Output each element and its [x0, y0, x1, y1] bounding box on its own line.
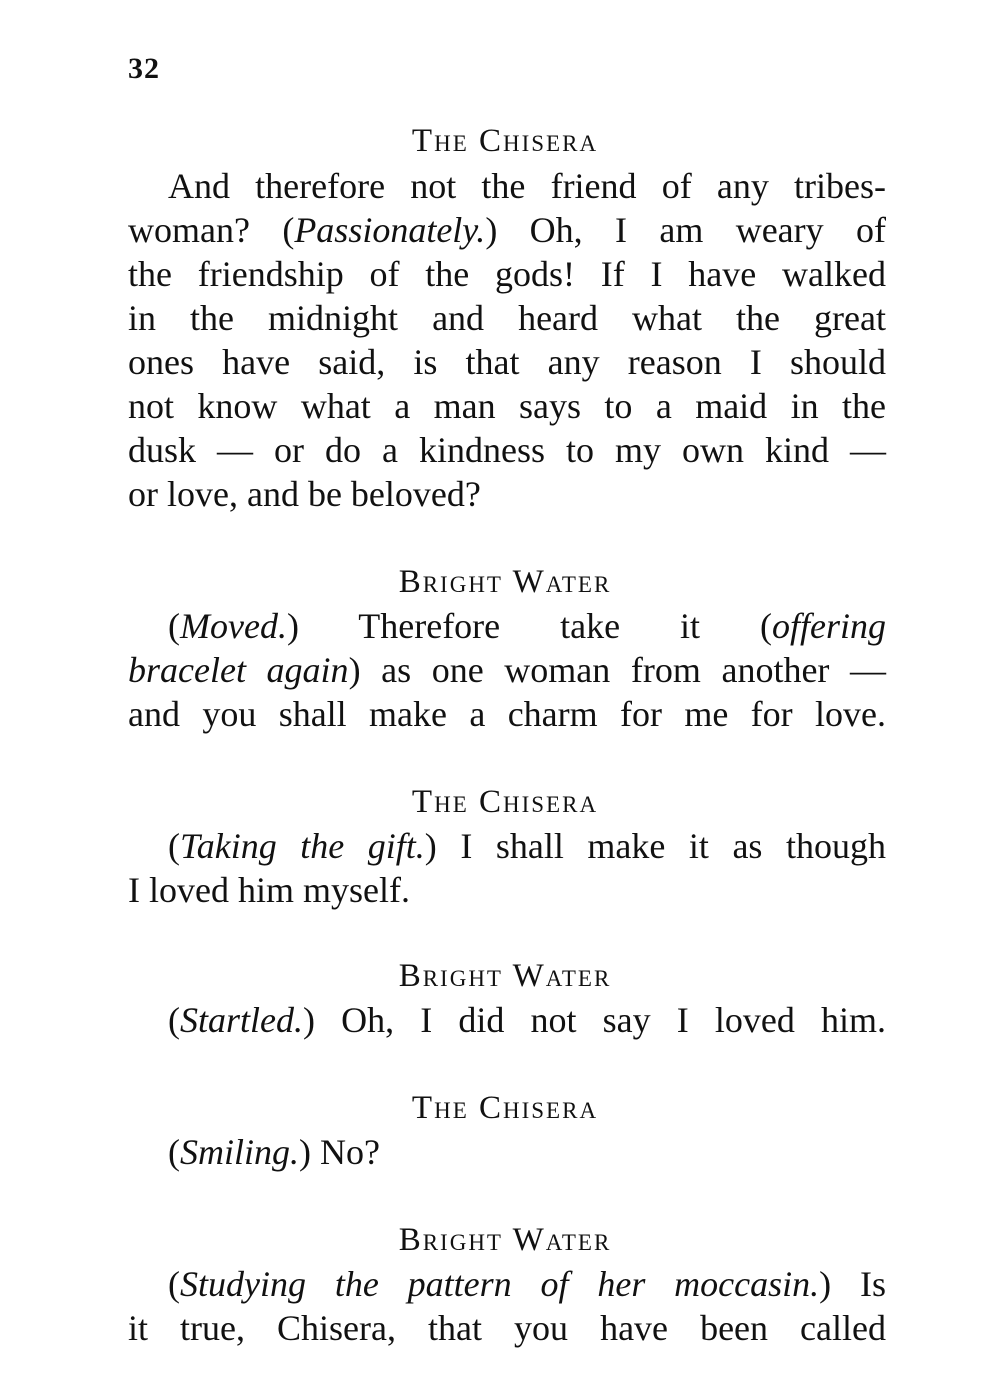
dialogue-line: [128, 384, 886, 428]
dialogue-line: [128, 340, 886, 384]
dialogue-line: [128, 648, 886, 692]
line-text: woman? (: [128, 210, 295, 250]
line-text: in the midnight and heard what the great: [128, 298, 886, 338]
dialogue-line: [128, 428, 886, 472]
line-text: it true, Chisera, that you have been called: [128, 1308, 886, 1348]
line-text: ) as one woman from another —: [348, 650, 887, 690]
speaker-name: The Chisera: [411, 784, 599, 820]
line-text: ) Therefore take it (: [286, 606, 772, 646]
line-text: (: [168, 1132, 180, 1172]
stage-direction: bracelet again: [128, 650, 349, 690]
line-text: (: [168, 1264, 180, 1304]
speaker-name: The Chisera: [411, 1090, 599, 1126]
stage-direction: offering: [772, 606, 886, 646]
dialogue-line: [168, 998, 886, 1042]
page-number: 32: [128, 52, 160, 85]
line-text: ones have said, is that any reason I should: [128, 342, 886, 382]
dialogue-line: [128, 1306, 886, 1350]
dialogue-line: [168, 604, 886, 648]
dialogue-line: [168, 1262, 886, 1306]
speaker-name: Bright Water: [398, 958, 612, 994]
line-text: ) I shall make it as though: [424, 826, 886, 866]
line-text: ) Oh, I did not say I loved him.: [303, 1000, 886, 1040]
stage-direction: Startled.: [180, 1000, 303, 1040]
dialogue-line: [168, 824, 886, 868]
line-text: And therefore not the friend of any tribes-: [168, 166, 886, 206]
line-text: ) Is: [819, 1264, 886, 1304]
stage-direction: Smiling.: [180, 1132, 300, 1172]
line-text: (: [168, 606, 180, 646]
speaker-name: Bright Water: [398, 1222, 612, 1258]
stage-direction: Studying the pattern of her moccasin.: [180, 1264, 820, 1304]
line-text: (: [168, 1000, 180, 1040]
line-text: ) No?: [299, 1132, 380, 1172]
dialogue-line: [128, 692, 886, 736]
stage-direction: Taking the gift.: [180, 826, 425, 866]
line-text: the friendship of the gods! If I have walked: [128, 254, 886, 294]
line-text: ) Oh, I am weary of: [485, 210, 886, 250]
line-text: I loved him myself.: [128, 870, 410, 910]
dialogue-line: [128, 208, 886, 252]
line-text: dusk — or do a kindness to my own kind —: [128, 430, 886, 470]
dialogue-line: [128, 472, 886, 516]
line-text: and you shall make a charm for me for love.: [128, 694, 886, 734]
stage-direction: Passionately.: [294, 210, 486, 250]
line-text: or love, and be beloved?: [128, 474, 481, 514]
dialogue-line: [168, 164, 886, 208]
speaker-name: Bright Water: [398, 564, 612, 600]
line-text: not know what a man says to a maid in the: [128, 386, 886, 426]
dialogue-line: [128, 868, 886, 912]
stage-direction: Moved.: [180, 606, 287, 646]
dialogue-line: [168, 1130, 886, 1174]
speaker-name: The Chisera: [411, 123, 599, 159]
dialogue-line: [128, 296, 886, 340]
dialogue-line: [128, 252, 886, 296]
line-text: (: [168, 826, 180, 866]
